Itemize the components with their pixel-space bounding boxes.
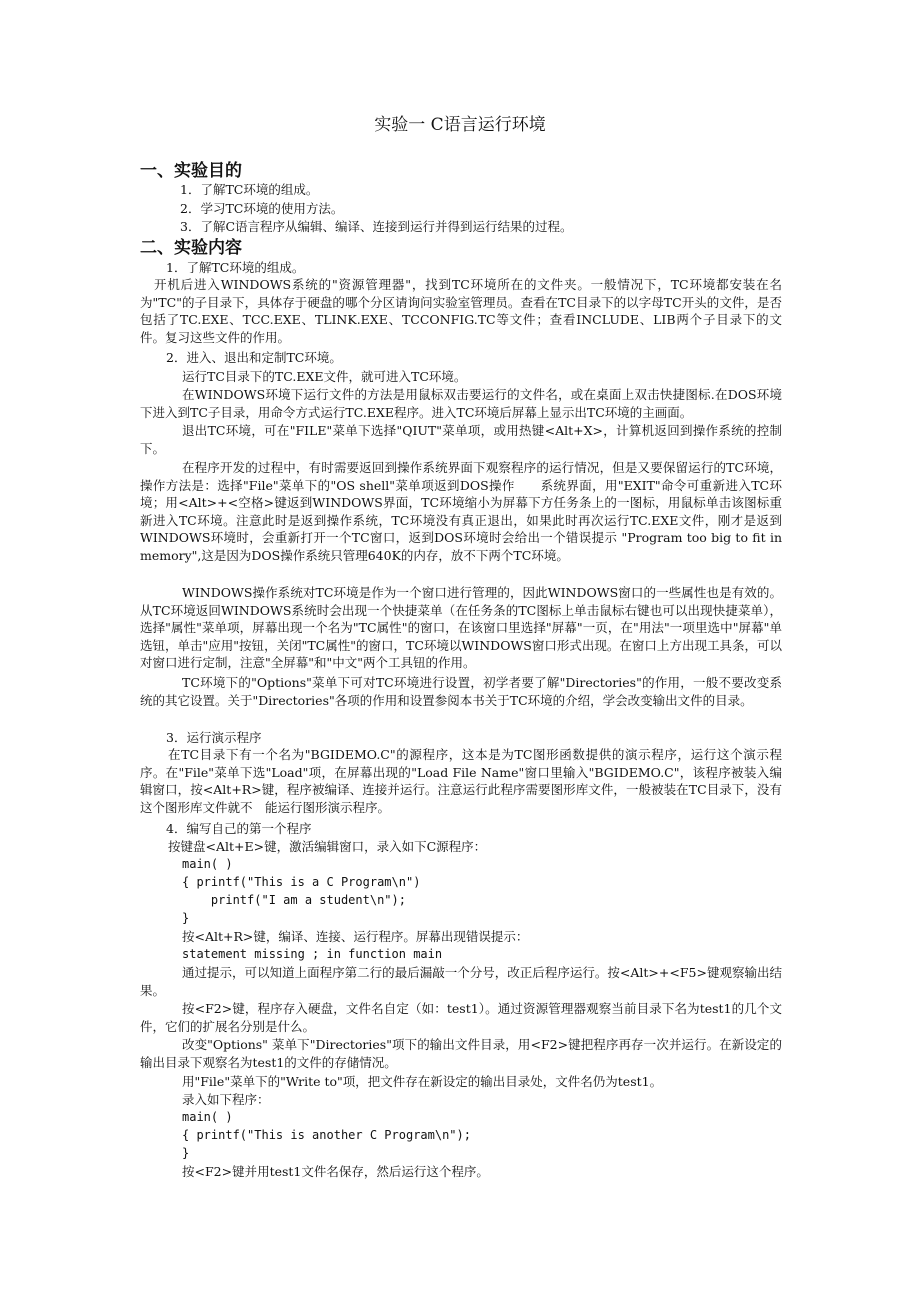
code-line: main( ) <box>182 1110 233 1124</box>
code-line: { printf("This is another C Program\n"); <box>182 1128 471 1142</box>
paragraph: 按<F2>键并用test1文件名保存，然后运行这个程序。 <box>182 1164 489 1179</box>
section-heading-purpose: 一、实验目的 <box>140 161 242 181</box>
subsection-title-2: 2．进入、退出和定制TC环境。 <box>166 350 342 365</box>
paragraph: 开机后进入WINDOWS系统的"资源管理器"，找到TC环境所在的文件夹。一般情况下，TC环境都安装在名为"TC"的子目录下，具体存于硬盘的哪个分区请询问实验室管理员。查看在TC目录下的以字母TC开头的文件，是否包括了TC.EXE、TCC.EXE、TLINK.EXE、TCCONFIG.TC等文件；查看INCLUDE、LIB两个子目录下的文件。复习这些文件的作用。 <box>140 277 782 345</box>
code-line: printf("I am a student\n"); <box>182 893 406 907</box>
purpose-item-3: 3．了解C语言程序从编辑、编译、连接到运行并得到运行结果的过程。 <box>180 219 573 234</box>
paragraph: 改变"Options" 菜单下"Directories"项下的输出文件目录，用<F2>键把程序再存一次并运行。在新设定的输出目录下观察名为test1的文件的存储情况。 <box>140 1037 782 1070</box>
code-line: { printf("This is a C Program\n") <box>182 875 421 889</box>
subsection-title-1: 1．了解TC环境的组成。 <box>166 260 305 275</box>
paragraph: 按<Alt+R>键，编译、连接、运行程序。屏幕出现错误提示： <box>182 929 529 944</box>
paragraph: 退出TC环境，可在"FILE"菜单下选择"QIUT"菜单项，或用热键<Alt+X>，计算机返回到操作系统的控制下。 <box>140 423 782 456</box>
subsection-title-4: 4．编写自己的第一个程序 <box>166 821 312 836</box>
subsection-title-3: 3．运行演示程序 <box>166 730 262 745</box>
paragraph: 在程序开发的过程中，有时需要返回到操作系统界面下观察程序的运行情况，但是又要保留运行的TC环境，操作方法是：选择"File"菜单下的"OS shell"菜单项返到DOS操作 系统界面，用"EXIT"命令可重新进入TC环境；用<Alt>+<空格>键返到WINDOWS界面，TC环境缩小为屏幕下方任务条上的一图标，用鼠标单击该图标重新进入TC环境。注意此时是返到操作系统，TC环境没有真正退出，如果此时再次运行TC.EXE文件，刚才是返到WINDOWS环境时，会重新打开一个TC窗口，返到DOS环境时会给出一个错误提示 "Program too big to fit in memory",这是因为DOS操作系统只管理640K的内存，放不下两个TC环境。 <box>140 460 782 563</box>
paragraph: TC环境下的"Options"菜单下可对TC环境进行设置，初学者要了解"Directories"的作用，一般不要改变系统的其它设置。关于"Directories"各项的作用和设置参阅本书关于TC环境的介绍，学会改变输出文件的目录。 <box>140 675 782 708</box>
paragraph: WINDOWS操作系统对TC环境是作为一个窗口进行管理的，因此WINDOWS窗口的一些属性也是有效的。从TC环境返回WINDOWS系统时会出现一个快捷菜单（在任务条的TC图标上单击鼠标右键也可以出现快捷菜单），选择"属性"菜单项，屏幕出现一个名为"TC属性"的窗口，在该窗口里选择"屏幕"一页，在"用法"一项里选中"屏幕"单选钮，单击"应用"按钮，关闭"TC属性"的窗口，TC环境以WINDOWS窗口形式出现。在窗口上方出现工具条，可以对窗口进行定制，注意"全屏幕"和"中文"两个工具钮的作用。 <box>140 585 782 670</box>
paragraph: 运行TC目录下的TC.EXE文件，就可进入TC环境。 <box>182 369 467 384</box>
paragraph: 在TC目录下有一个名为"BGIDEMO.C"的源程序，这本是为TC图形函数提供的演示程序，运行这个演示程序。在"File"菜单下选"Load"项，在屏幕出现的"Load File Name"窗口里输入"BGIDEMO.C"，该程序被装入编辑窗口，按<Alt+R>键，程序被编译、连接并运行。注意运行此程序需要图形库文件，一般被装在TC目录下，没有这个图形库文件就不 能运行图形演示程序。 <box>140 747 782 815</box>
document-title: 实验一 C语言运行环境 <box>374 115 546 135</box>
paragraph: 录入如下程序： <box>182 1092 270 1107</box>
code-line: main( ) <box>182 857 233 871</box>
paragraph: 通过提示，可以知道上面程序第二行的最后漏敲一个分号，改正后程序运行。按<Alt>+<F5>键观察输出结果。 <box>140 965 782 998</box>
paragraph: 在WINDOWS环境下运行文件的方法是用鼠标双击要运行的文件名，或在桌面上双击快捷图标.在DOS环境下进入到TC子目录，用命令方式运行TC.EXE程序。进入TC环境后屏幕上显示出TC环境的主画面。 <box>140 387 782 420</box>
purpose-item-2: 2．学习TC环境的使用方法。 <box>180 201 344 216</box>
paragraph: 按<F2>键，程序存入硬盘，文件名自定（如：test1）。通过资源管理器观察当前目录下名为test1的几个文件，它们的扩展名分别是什么。 <box>140 1001 782 1034</box>
error-message: statement missing ; in function main <box>182 947 443 961</box>
code-line: } <box>182 911 190 925</box>
section-heading-content: 二、实验内容 <box>140 238 242 258</box>
paragraph: 用"File"菜单下的"Write to"项，把文件存在新设定的输出目录处，文件名仍为test1。 <box>182 1074 663 1089</box>
paragraph: 按键盘<Alt+E>键，激活编辑窗口，录入如下C源程序： <box>168 839 487 854</box>
code-line: } <box>182 1146 190 1160</box>
purpose-item-1: 1．了解TC环境的组成。 <box>180 182 319 197</box>
